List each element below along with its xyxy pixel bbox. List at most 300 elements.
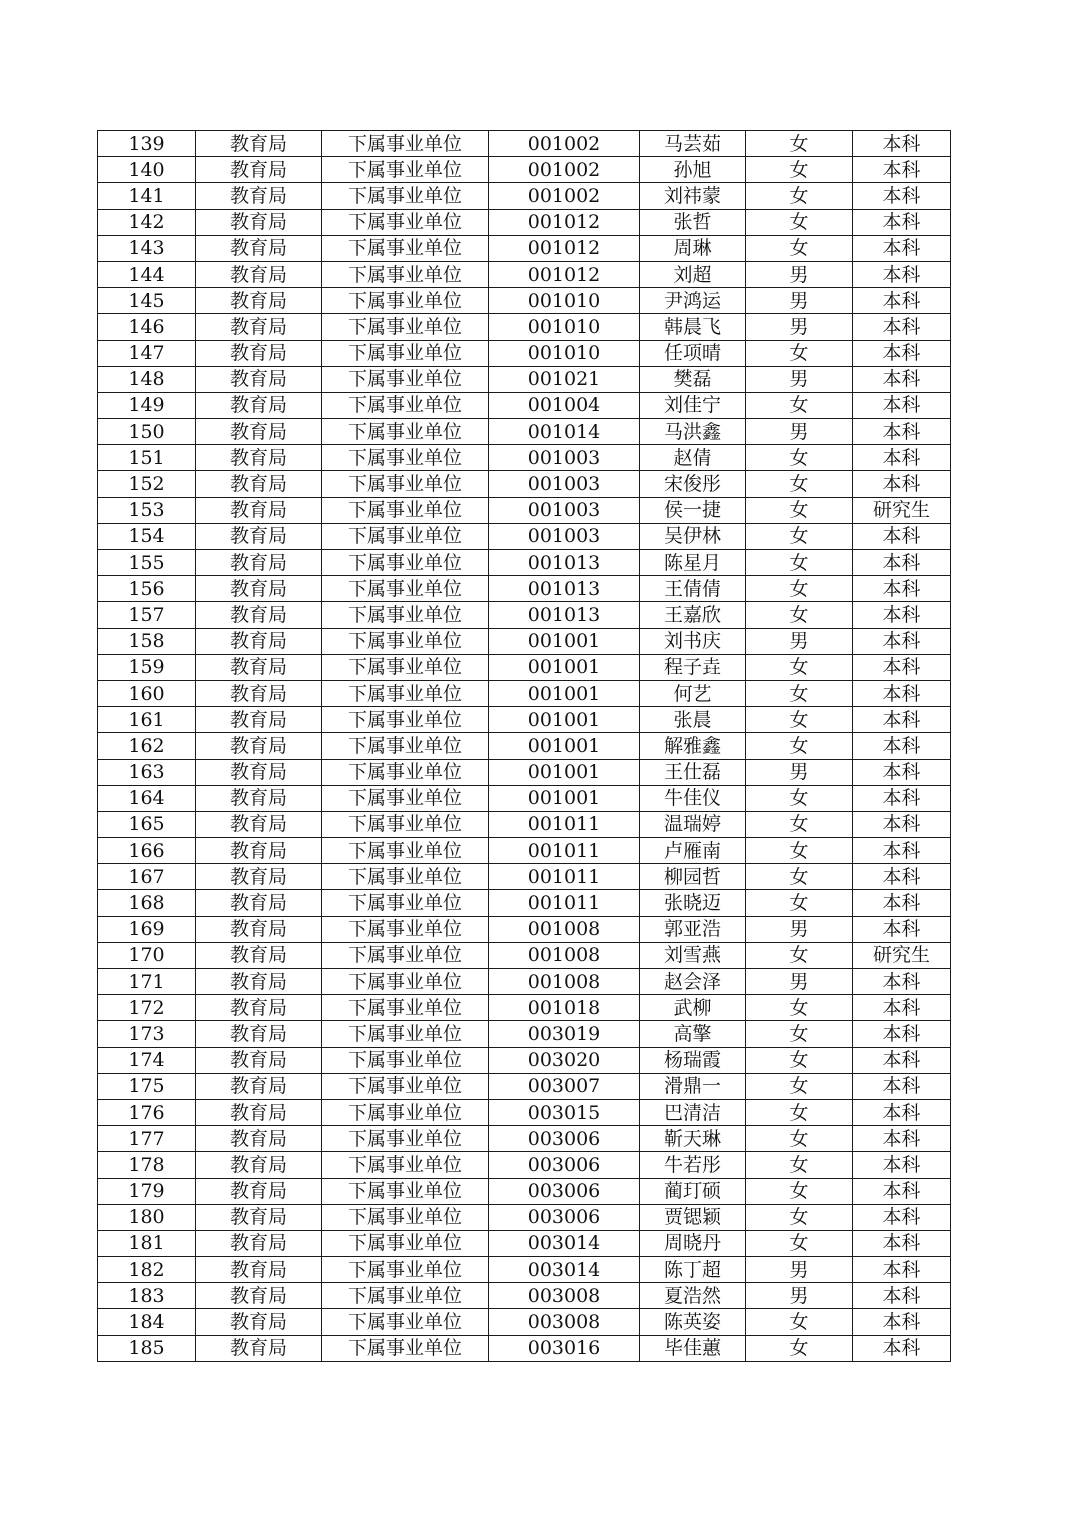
education-cell: 本科 <box>853 1073 951 1099</box>
table-row <box>98 419 951 445</box>
name-cell: 杨瑞霞 <box>640 1047 746 1073</box>
table-row <box>98 523 951 549</box>
position-code-cell: 001013 <box>489 602 640 628</box>
unit-type-cell: 下属事业单位 <box>322 680 489 706</box>
name-cell: 何艺 <box>640 680 746 706</box>
position-code-cell: 003016 <box>489 1335 640 1361</box>
unit-type-cell: 下属事业单位 <box>322 550 489 576</box>
table-row <box>98 1126 951 1152</box>
department-cell: 教育局 <box>196 1335 322 1361</box>
row-number-cell: 168 <box>98 890 196 916</box>
gender-cell: 男 <box>746 916 853 942</box>
education-cell: 本科 <box>853 1099 951 1125</box>
name-cell: 陈星月 <box>640 550 746 576</box>
table-row <box>98 707 951 733</box>
table-row <box>98 785 951 811</box>
table-row <box>98 497 951 523</box>
position-code-cell: 003006 <box>489 1178 640 1204</box>
education-cell: 本科 <box>853 654 951 680</box>
department-cell: 教育局 <box>196 471 322 497</box>
row-number-cell: 150 <box>98 419 196 445</box>
gender-cell: 女 <box>746 445 853 471</box>
position-code-cell: 001002 <box>489 183 640 209</box>
table-row <box>98 890 951 916</box>
gender-cell: 女 <box>746 890 853 916</box>
position-code-cell: 003006 <box>489 1152 640 1178</box>
education-cell: 本科 <box>853 1126 951 1152</box>
table-row <box>98 1230 951 1256</box>
row-number-cell: 163 <box>98 759 196 785</box>
unit-type-cell: 下属事业单位 <box>322 523 489 549</box>
gender-cell: 男 <box>746 261 853 287</box>
name-cell: 王仕磊 <box>640 759 746 785</box>
gender-cell: 男 <box>746 1257 853 1283</box>
education-cell: 本科 <box>853 314 951 340</box>
unit-type-cell: 下属事业单位 <box>322 1309 489 1335</box>
table-row <box>98 157 951 183</box>
education-cell: 本科 <box>853 811 951 837</box>
education-cell: 研究生 <box>853 942 951 968</box>
department-cell: 教育局 <box>196 340 322 366</box>
row-number-cell: 178 <box>98 1152 196 1178</box>
position-code-cell: 001011 <box>489 838 640 864</box>
position-code-cell: 003019 <box>489 1021 640 1047</box>
unit-type-cell: 下属事业单位 <box>322 497 489 523</box>
table-row <box>98 733 951 759</box>
unit-type-cell: 下属事业单位 <box>322 1335 489 1361</box>
name-cell: 马芸茹 <box>640 131 746 157</box>
name-cell: 周琳 <box>640 235 746 261</box>
department-cell: 教育局 <box>196 445 322 471</box>
gender-cell: 女 <box>746 602 853 628</box>
name-cell: 牛佳仪 <box>640 785 746 811</box>
name-cell: 张晨 <box>640 707 746 733</box>
unit-type-cell: 下属事业单位 <box>322 576 489 602</box>
education-cell: 本科 <box>853 471 951 497</box>
education-cell: 本科 <box>853 1047 951 1073</box>
unit-type-cell: 下属事业单位 <box>322 288 489 314</box>
row-number-cell: 141 <box>98 183 196 209</box>
position-code-cell: 003008 <box>489 1309 640 1335</box>
table-row <box>98 916 951 942</box>
gender-cell: 女 <box>746 1021 853 1047</box>
position-code-cell: 001008 <box>489 942 640 968</box>
row-number-cell: 139 <box>98 131 196 157</box>
table-row <box>98 131 951 157</box>
table-row <box>98 183 951 209</box>
name-cell: 高擎 <box>640 1021 746 1047</box>
table-row <box>98 864 951 890</box>
name-cell: 陈丁超 <box>640 1257 746 1283</box>
row-number-cell: 149 <box>98 392 196 418</box>
row-number-cell: 143 <box>98 235 196 261</box>
unit-type-cell: 下属事业单位 <box>322 654 489 680</box>
department-cell: 教育局 <box>196 942 322 968</box>
table-row <box>98 1047 951 1073</box>
gender-cell: 女 <box>746 1126 853 1152</box>
row-number-cell: 165 <box>98 811 196 837</box>
row-number-cell: 144 <box>98 261 196 287</box>
position-code-cell: 001003 <box>489 445 640 471</box>
gender-cell: 女 <box>746 1335 853 1361</box>
education-cell: 本科 <box>853 864 951 890</box>
position-code-cell: 001013 <box>489 576 640 602</box>
row-number-cell: 140 <box>98 157 196 183</box>
department-cell: 教育局 <box>196 392 322 418</box>
gender-cell: 男 <box>746 314 853 340</box>
name-cell: 刘雪燕 <box>640 942 746 968</box>
education-cell: 本科 <box>853 576 951 602</box>
education-cell: 本科 <box>853 523 951 549</box>
table-row <box>98 261 951 287</box>
gender-cell: 女 <box>746 471 853 497</box>
education-cell: 本科 <box>853 707 951 733</box>
row-number-cell: 152 <box>98 471 196 497</box>
table-row <box>98 392 951 418</box>
position-code-cell: 001001 <box>489 628 640 654</box>
table-row <box>98 1178 951 1204</box>
row-number-cell: 145 <box>98 288 196 314</box>
department-cell: 教育局 <box>196 1099 322 1125</box>
department-cell: 教育局 <box>196 314 322 340</box>
position-code-cell: 001014 <box>489 419 640 445</box>
table-row <box>98 235 951 261</box>
unit-type-cell: 下属事业单位 <box>322 811 489 837</box>
table-row <box>98 209 951 235</box>
department-cell: 教育局 <box>196 1178 322 1204</box>
education-cell: 本科 <box>853 340 951 366</box>
name-cell: 刘超 <box>640 261 746 287</box>
department-cell: 教育局 <box>196 576 322 602</box>
table-row <box>98 576 951 602</box>
row-number-cell: 177 <box>98 1126 196 1152</box>
unit-type-cell: 下属事业单位 <box>322 314 489 340</box>
gender-cell: 女 <box>746 157 853 183</box>
table-row <box>98 340 951 366</box>
department-cell: 教育局 <box>196 550 322 576</box>
table-row <box>98 445 951 471</box>
table-row <box>98 628 951 654</box>
education-cell: 本科 <box>853 969 951 995</box>
education-cell: 本科 <box>853 1021 951 1047</box>
table-row <box>98 811 951 837</box>
position-code-cell: 001011 <box>489 864 640 890</box>
row-number-cell: 184 <box>98 1309 196 1335</box>
gender-cell: 女 <box>746 235 853 261</box>
name-cell: 张晓迈 <box>640 890 746 916</box>
unit-type-cell: 下属事业单位 <box>322 183 489 209</box>
unit-type-cell: 下属事业单位 <box>322 1257 489 1283</box>
name-cell: 刘书庆 <box>640 628 746 654</box>
row-number-cell: 160 <box>98 680 196 706</box>
unit-type-cell: 下属事业单位 <box>322 1099 489 1125</box>
name-cell: 周晓丹 <box>640 1230 746 1256</box>
row-number-cell: 171 <box>98 969 196 995</box>
department-cell: 教育局 <box>196 969 322 995</box>
table-row <box>98 942 951 968</box>
department-cell: 教育局 <box>196 759 322 785</box>
name-cell: 侯一捷 <box>640 497 746 523</box>
gender-cell: 女 <box>746 340 853 366</box>
gender-cell: 女 <box>746 811 853 837</box>
gender-cell: 女 <box>746 392 853 418</box>
name-cell: 卢雁南 <box>640 838 746 864</box>
education-cell: 本科 <box>853 183 951 209</box>
education-cell: 本科 <box>853 1230 951 1256</box>
position-code-cell: 001010 <box>489 314 640 340</box>
row-number-cell: 169 <box>98 916 196 942</box>
education-cell: 本科 <box>853 1152 951 1178</box>
education-cell: 本科 <box>853 235 951 261</box>
row-number-cell: 158 <box>98 628 196 654</box>
table-row <box>98 550 951 576</box>
position-code-cell: 001004 <box>489 392 640 418</box>
education-cell: 研究生 <box>853 497 951 523</box>
education-cell: 本科 <box>853 785 951 811</box>
row-number-cell: 183 <box>98 1283 196 1309</box>
unit-type-cell: 下属事业单位 <box>322 733 489 759</box>
table-row <box>98 288 951 314</box>
gender-cell: 女 <box>746 131 853 157</box>
position-code-cell: 001010 <box>489 340 640 366</box>
gender-cell: 女 <box>746 864 853 890</box>
gender-cell: 女 <box>746 209 853 235</box>
position-code-cell: 001008 <box>489 969 640 995</box>
name-cell: 张哲 <box>640 209 746 235</box>
position-code-cell: 001011 <box>489 811 640 837</box>
table-row <box>98 1309 951 1335</box>
gender-cell: 男 <box>746 969 853 995</box>
gender-cell: 女 <box>746 838 853 864</box>
table-row <box>98 1335 951 1361</box>
table-row <box>98 995 951 1021</box>
education-cell: 本科 <box>853 1204 951 1230</box>
table-row <box>98 1204 951 1230</box>
department-cell: 教育局 <box>196 628 322 654</box>
gender-cell: 男 <box>746 628 853 654</box>
name-cell: 吴伊林 <box>640 523 746 549</box>
table-row <box>98 759 951 785</box>
roster-table <box>97 130 951 1362</box>
name-cell: 韩晨飞 <box>640 314 746 340</box>
name-cell: 牛若彤 <box>640 1152 746 1178</box>
position-code-cell: 001001 <box>489 680 640 706</box>
name-cell: 毕佳蕙 <box>640 1335 746 1361</box>
table-row <box>98 1257 951 1283</box>
department-cell: 教育局 <box>196 157 322 183</box>
table-row <box>98 314 951 340</box>
row-number-cell: 172 <box>98 995 196 1021</box>
unit-type-cell: 下属事业单位 <box>322 392 489 418</box>
unit-type-cell: 下属事业单位 <box>322 916 489 942</box>
education-cell: 本科 <box>853 733 951 759</box>
position-code-cell: 003014 <box>489 1230 640 1256</box>
department-cell: 教育局 <box>196 1047 322 1073</box>
name-cell: 赵会泽 <box>640 969 746 995</box>
row-number-cell: 147 <box>98 340 196 366</box>
unit-type-cell: 下属事业单位 <box>322 785 489 811</box>
department-cell: 教育局 <box>196 1152 322 1178</box>
education-cell: 本科 <box>853 602 951 628</box>
education-cell: 本科 <box>853 1283 951 1309</box>
position-code-cell: 003020 <box>489 1047 640 1073</box>
unit-type-cell: 下属事业单位 <box>322 628 489 654</box>
department-cell: 教育局 <box>196 1021 322 1047</box>
unit-type-cell: 下属事业单位 <box>322 1152 489 1178</box>
name-cell: 刘佳宁 <box>640 392 746 418</box>
gender-cell: 男 <box>746 1283 853 1309</box>
position-code-cell: 003006 <box>489 1126 640 1152</box>
education-cell: 本科 <box>853 261 951 287</box>
gender-cell: 女 <box>746 707 853 733</box>
name-cell: 任项晴 <box>640 340 746 366</box>
table-row <box>98 1073 951 1099</box>
position-code-cell: 001003 <box>489 471 640 497</box>
row-number-cell: 157 <box>98 602 196 628</box>
unit-type-cell: 下属事业单位 <box>322 1178 489 1204</box>
row-number-cell: 153 <box>98 497 196 523</box>
gender-cell: 女 <box>746 576 853 602</box>
position-code-cell: 001013 <box>489 550 640 576</box>
row-number-cell: 182 <box>98 1257 196 1283</box>
name-cell: 解雅鑫 <box>640 733 746 759</box>
department-cell: 教育局 <box>196 523 322 549</box>
gender-cell: 男 <box>746 288 853 314</box>
gender-cell: 女 <box>746 1047 853 1073</box>
department-cell: 教育局 <box>196 680 322 706</box>
table-row <box>98 1283 951 1309</box>
education-cell: 本科 <box>853 419 951 445</box>
unit-type-cell: 下属事业单位 <box>322 419 489 445</box>
position-code-cell: 003015 <box>489 1099 640 1125</box>
department-cell: 教育局 <box>196 864 322 890</box>
education-cell: 本科 <box>853 995 951 1021</box>
unit-type-cell: 下属事业单位 <box>322 445 489 471</box>
unit-type-cell: 下属事业单位 <box>322 759 489 785</box>
name-cell: 刘祎蒙 <box>640 183 746 209</box>
department-cell: 教育局 <box>196 838 322 864</box>
gender-cell: 女 <box>746 785 853 811</box>
department-cell: 教育局 <box>196 1283 322 1309</box>
name-cell: 贾锶颖 <box>640 1204 746 1230</box>
department-cell: 教育局 <box>196 811 322 837</box>
table-row <box>98 680 951 706</box>
gender-cell: 女 <box>746 550 853 576</box>
position-code-cell: 001001 <box>489 707 640 733</box>
name-cell: 靳天琳 <box>640 1126 746 1152</box>
education-cell: 本科 <box>853 680 951 706</box>
unit-type-cell: 下属事业单位 <box>322 1047 489 1073</box>
row-number-cell: 176 <box>98 1099 196 1125</box>
position-code-cell: 001021 <box>489 366 640 392</box>
gender-cell: 女 <box>746 942 853 968</box>
unit-type-cell: 下属事业单位 <box>322 707 489 733</box>
education-cell: 本科 <box>853 288 951 314</box>
department-cell: 教育局 <box>196 497 322 523</box>
unit-type-cell: 下属事业单位 <box>322 209 489 235</box>
education-cell: 本科 <box>853 209 951 235</box>
education-cell: 本科 <box>853 157 951 183</box>
education-cell: 本科 <box>853 366 951 392</box>
department-cell: 教育局 <box>196 890 322 916</box>
gender-cell: 女 <box>746 1099 853 1125</box>
department-cell: 教育局 <box>196 602 322 628</box>
gender-cell: 女 <box>746 680 853 706</box>
department-cell: 教育局 <box>196 288 322 314</box>
row-number-cell: 170 <box>98 942 196 968</box>
department-cell: 教育局 <box>196 1230 322 1256</box>
name-cell: 滑鼎一 <box>640 1073 746 1099</box>
position-code-cell: 001001 <box>489 733 640 759</box>
department-cell: 教育局 <box>196 419 322 445</box>
row-number-cell: 166 <box>98 838 196 864</box>
row-number-cell: 155 <box>98 550 196 576</box>
name-cell: 温瑞婷 <box>640 811 746 837</box>
education-cell: 本科 <box>853 445 951 471</box>
position-code-cell: 001002 <box>489 131 640 157</box>
row-number-cell: 185 <box>98 1335 196 1361</box>
department-cell: 教育局 <box>196 1126 322 1152</box>
gender-cell: 女 <box>746 995 853 1021</box>
unit-type-cell: 下属事业单位 <box>322 1126 489 1152</box>
table-row <box>98 366 951 392</box>
name-cell: 柳园哲 <box>640 864 746 890</box>
education-cell: 本科 <box>853 890 951 916</box>
table-row <box>98 1152 951 1178</box>
gender-cell: 女 <box>746 1152 853 1178</box>
unit-type-cell: 下属事业单位 <box>322 366 489 392</box>
unit-type-cell: 下属事业单位 <box>322 1204 489 1230</box>
row-number-cell: 174 <box>98 1047 196 1073</box>
unit-type-cell: 下属事业单位 <box>322 942 489 968</box>
name-cell: 武柳 <box>640 995 746 1021</box>
position-code-cell: 001012 <box>489 209 640 235</box>
gender-cell: 女 <box>746 183 853 209</box>
gender-cell: 女 <box>746 733 853 759</box>
gender-cell: 女 <box>746 1073 853 1099</box>
position-code-cell: 003008 <box>489 1283 640 1309</box>
position-code-cell: 001008 <box>489 916 640 942</box>
unit-type-cell: 下属事业单位 <box>322 1283 489 1309</box>
education-cell: 本科 <box>853 550 951 576</box>
row-number-cell: 180 <box>98 1204 196 1230</box>
department-cell: 教育局 <box>196 785 322 811</box>
gender-cell: 女 <box>746 1309 853 1335</box>
name-cell: 巴清洁 <box>640 1099 746 1125</box>
department-cell: 教育局 <box>196 1204 322 1230</box>
table-row <box>98 471 951 497</box>
unit-type-cell: 下属事业单位 <box>322 261 489 287</box>
education-cell: 本科 <box>853 1309 951 1335</box>
gender-cell: 男 <box>746 759 853 785</box>
education-cell: 本科 <box>853 392 951 418</box>
education-cell: 本科 <box>853 131 951 157</box>
unit-type-cell: 下属事业单位 <box>322 131 489 157</box>
department-cell: 教育局 <box>196 916 322 942</box>
position-code-cell: 001011 <box>489 890 640 916</box>
department-cell: 教育局 <box>196 235 322 261</box>
table-row <box>98 602 951 628</box>
gender-cell: 女 <box>746 497 853 523</box>
row-number-cell: 167 <box>98 864 196 890</box>
gender-cell: 女 <box>746 1230 853 1256</box>
unit-type-cell: 下属事业单位 <box>322 157 489 183</box>
unit-type-cell: 下属事业单位 <box>322 864 489 890</box>
row-number-cell: 154 <box>98 523 196 549</box>
name-cell: 孙旭 <box>640 157 746 183</box>
name-cell: 程子垚 <box>640 654 746 680</box>
unit-type-cell: 下属事业单位 <box>322 969 489 995</box>
